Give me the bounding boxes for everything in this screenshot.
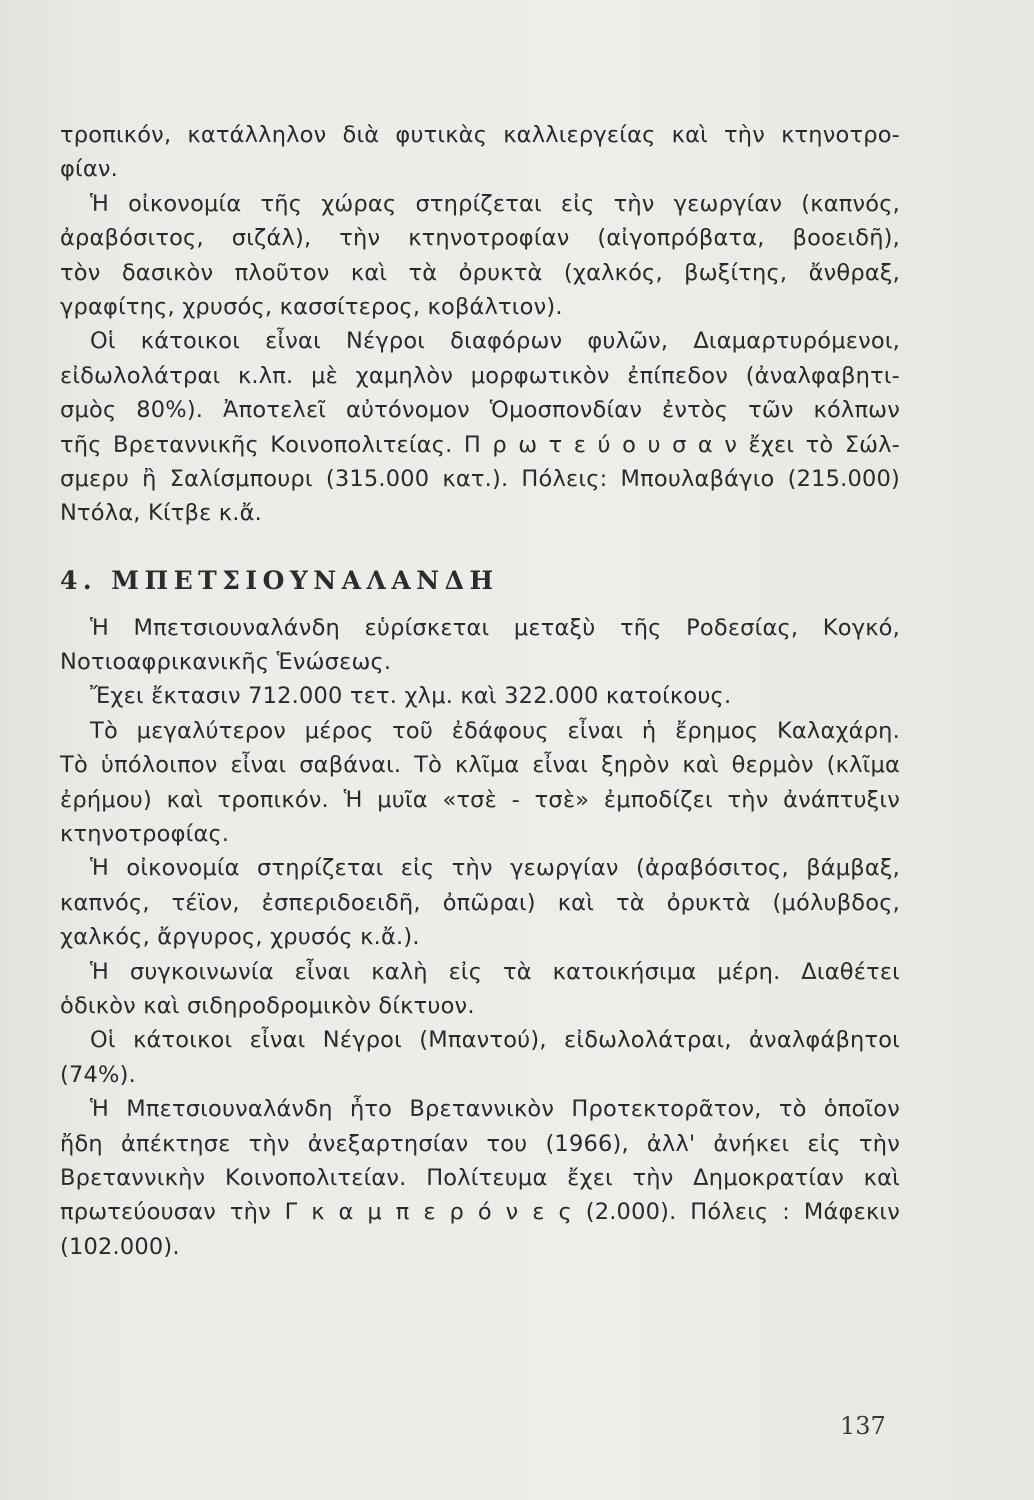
text-line: τροπικόν, κατάλληλον διὰ φυτικὰς καλλιεργείας καὶ τὴν κτηνοτρο- (60, 122, 900, 148)
text-line: Ἡ Μπετσιουναλάνδη εὑρίσκεται μεταξὺ τῆς Ροδεσίας, Κογκό, (90, 614, 900, 641)
text-line: Ἡ οἰκονομία στηρίζεται εἰς τὴν γεωργίαν (ἀραβόσιτος, βάμβαξ, (90, 855, 900, 882)
text-line: Τὸ ὑπόλοιπον εἶναι σαβάναι. Τὸ κλῖμα εἶναι ξηρὸν καὶ θερμὸν (κλῖμα (60, 752, 900, 779)
text-line: χαλκός, ἄργυρος, χρυσός κ.ἄ.). (60, 924, 420, 951)
text-line: τῆς Βρεταννικῆς Κοινοπολιτείας. Π ρ ω τ ε ύ ο υ σ α ν ἔχει τὸ Σώλ- (60, 431, 900, 458)
text-line: (102.000). (60, 1233, 180, 1260)
text-line: ἐρήμου) καὶ τροπικόν. Ἡ μυῖα «τσὲ - τσὲ» ἐμποδίζει τὴν ἀνάπτυξιν (60, 786, 900, 813)
text-block-top (60, 118, 900, 531)
text-line: σμὸς 80%). Ἀποτελεῖ αὐτόνομον Ὁμοσπονδίαν ἐντὸς τῶν κόλπων (60, 397, 900, 424)
text-line: Οἱ κάτοικοι εἶναι Νέγροι διαφόρων φυλῶν, Διαμαρτυρόμενοι, (90, 328, 900, 355)
text-line: Ἡ οἰκονομία τῆς χώρας στηρίζεται εἰς τὴν γεωργίαν (καπνός, (90, 190, 900, 217)
section-heading: 4. ΜΠΕΤΣΙΟΥΝΑΛΑΝΔΗ (60, 565, 499, 595)
text-line: ἀραβόσιτος, σιζάλ), τὴν κτηνοτροφίαν (αἰγοπρόβατα, βοοειδῆ), (60, 225, 900, 252)
text-line: καπνός, τέϊον, ἐσπεριδοειδῆ, ὀπῶραι) καὶ τὰ ὀρυκτὰ (μόλυβδος, (60, 889, 900, 916)
text-line: κτηνοτροφίας. (60, 821, 230, 848)
text-line: Οἱ κάτοικοι εἶναι Νέγροι (Μπαντού), εἰδωλολάτραι, ἀναλφάβητοι (90, 1027, 900, 1054)
text-line: γραφίτης, χρυσός, κασσίτερος, κοβάλτιον). (60, 293, 563, 320)
text-line: εἰδωλολάτραι κ.λπ. μὲ χαμηλὸν μορφωτικὸν ἐπίπεδον (ἀναλφαβητι- (60, 362, 900, 389)
page-number: 137 (840, 1412, 886, 1440)
text-line: πρωτεύουσαν τὴν Γ κ α μ π ε ρ ό ν ε ς (2.000). Πόλεις : Μάφεκιν (60, 1199, 900, 1226)
text-line: Βρεταννικὴν Κοινοπολιτείαν. Πολίτευμα ἔχει τὴν Δημοκρατίαν καὶ (60, 1164, 900, 1191)
text-line: (74%). (60, 1061, 136, 1088)
text-line: φίαν. (60, 156, 119, 183)
text-line: τὸν δασικὸν πλοῦτον καὶ τὰ ὀρυκτὰ (χαλκός, βωξίτης, ἄνθραξ, (60, 259, 900, 286)
text-line: Ἡ συγκοινωνία εἶναι καλὴ εἰς τὰ κατοικήσιμα μέρη. Διαθέτει (90, 958, 900, 985)
text-line: ὁδικὸν καὶ σιδηροδρομικὸν δίκτυον. (60, 992, 475, 1019)
text-line: Ντόλα, Κίτβε κ.ἄ. (60, 500, 262, 527)
text-line: Τὸ μεγαλύτερον μέρος τοῦ ἐδάφους εἶναι ἡ ἔρημος Καλαχάρη. (90, 717, 900, 744)
text-block-bottom (60, 611, 900, 1264)
text-line: Νοτιοαφρικανικῆς Ἑνώσεως. (60, 649, 392, 676)
page-body (60, 118, 900, 1264)
text-line: Ἡ Μπετσιουναλάνδη ἦτο Βρεταννικὸν Προτεκτορᾶτον, τὸ ὁποῖον (90, 1096, 900, 1123)
text-line: Ἔχει ἔκτασιν 712.000 τετ. χλμ. καὶ 322.000 κατοίκους. (90, 683, 732, 710)
text-line: ἤδη ἀπέκτησε τὴν ἀνεξαρτησίαν του (1966), ἀλλ' ἀνήκει εἰς τὴν (60, 1130, 900, 1157)
text-line: σμερυ ἢ Σαλίσμπουρι (315.000 κατ.). Πόλεις: Μπουλαβάγιο (215.000) (60, 465, 900, 492)
